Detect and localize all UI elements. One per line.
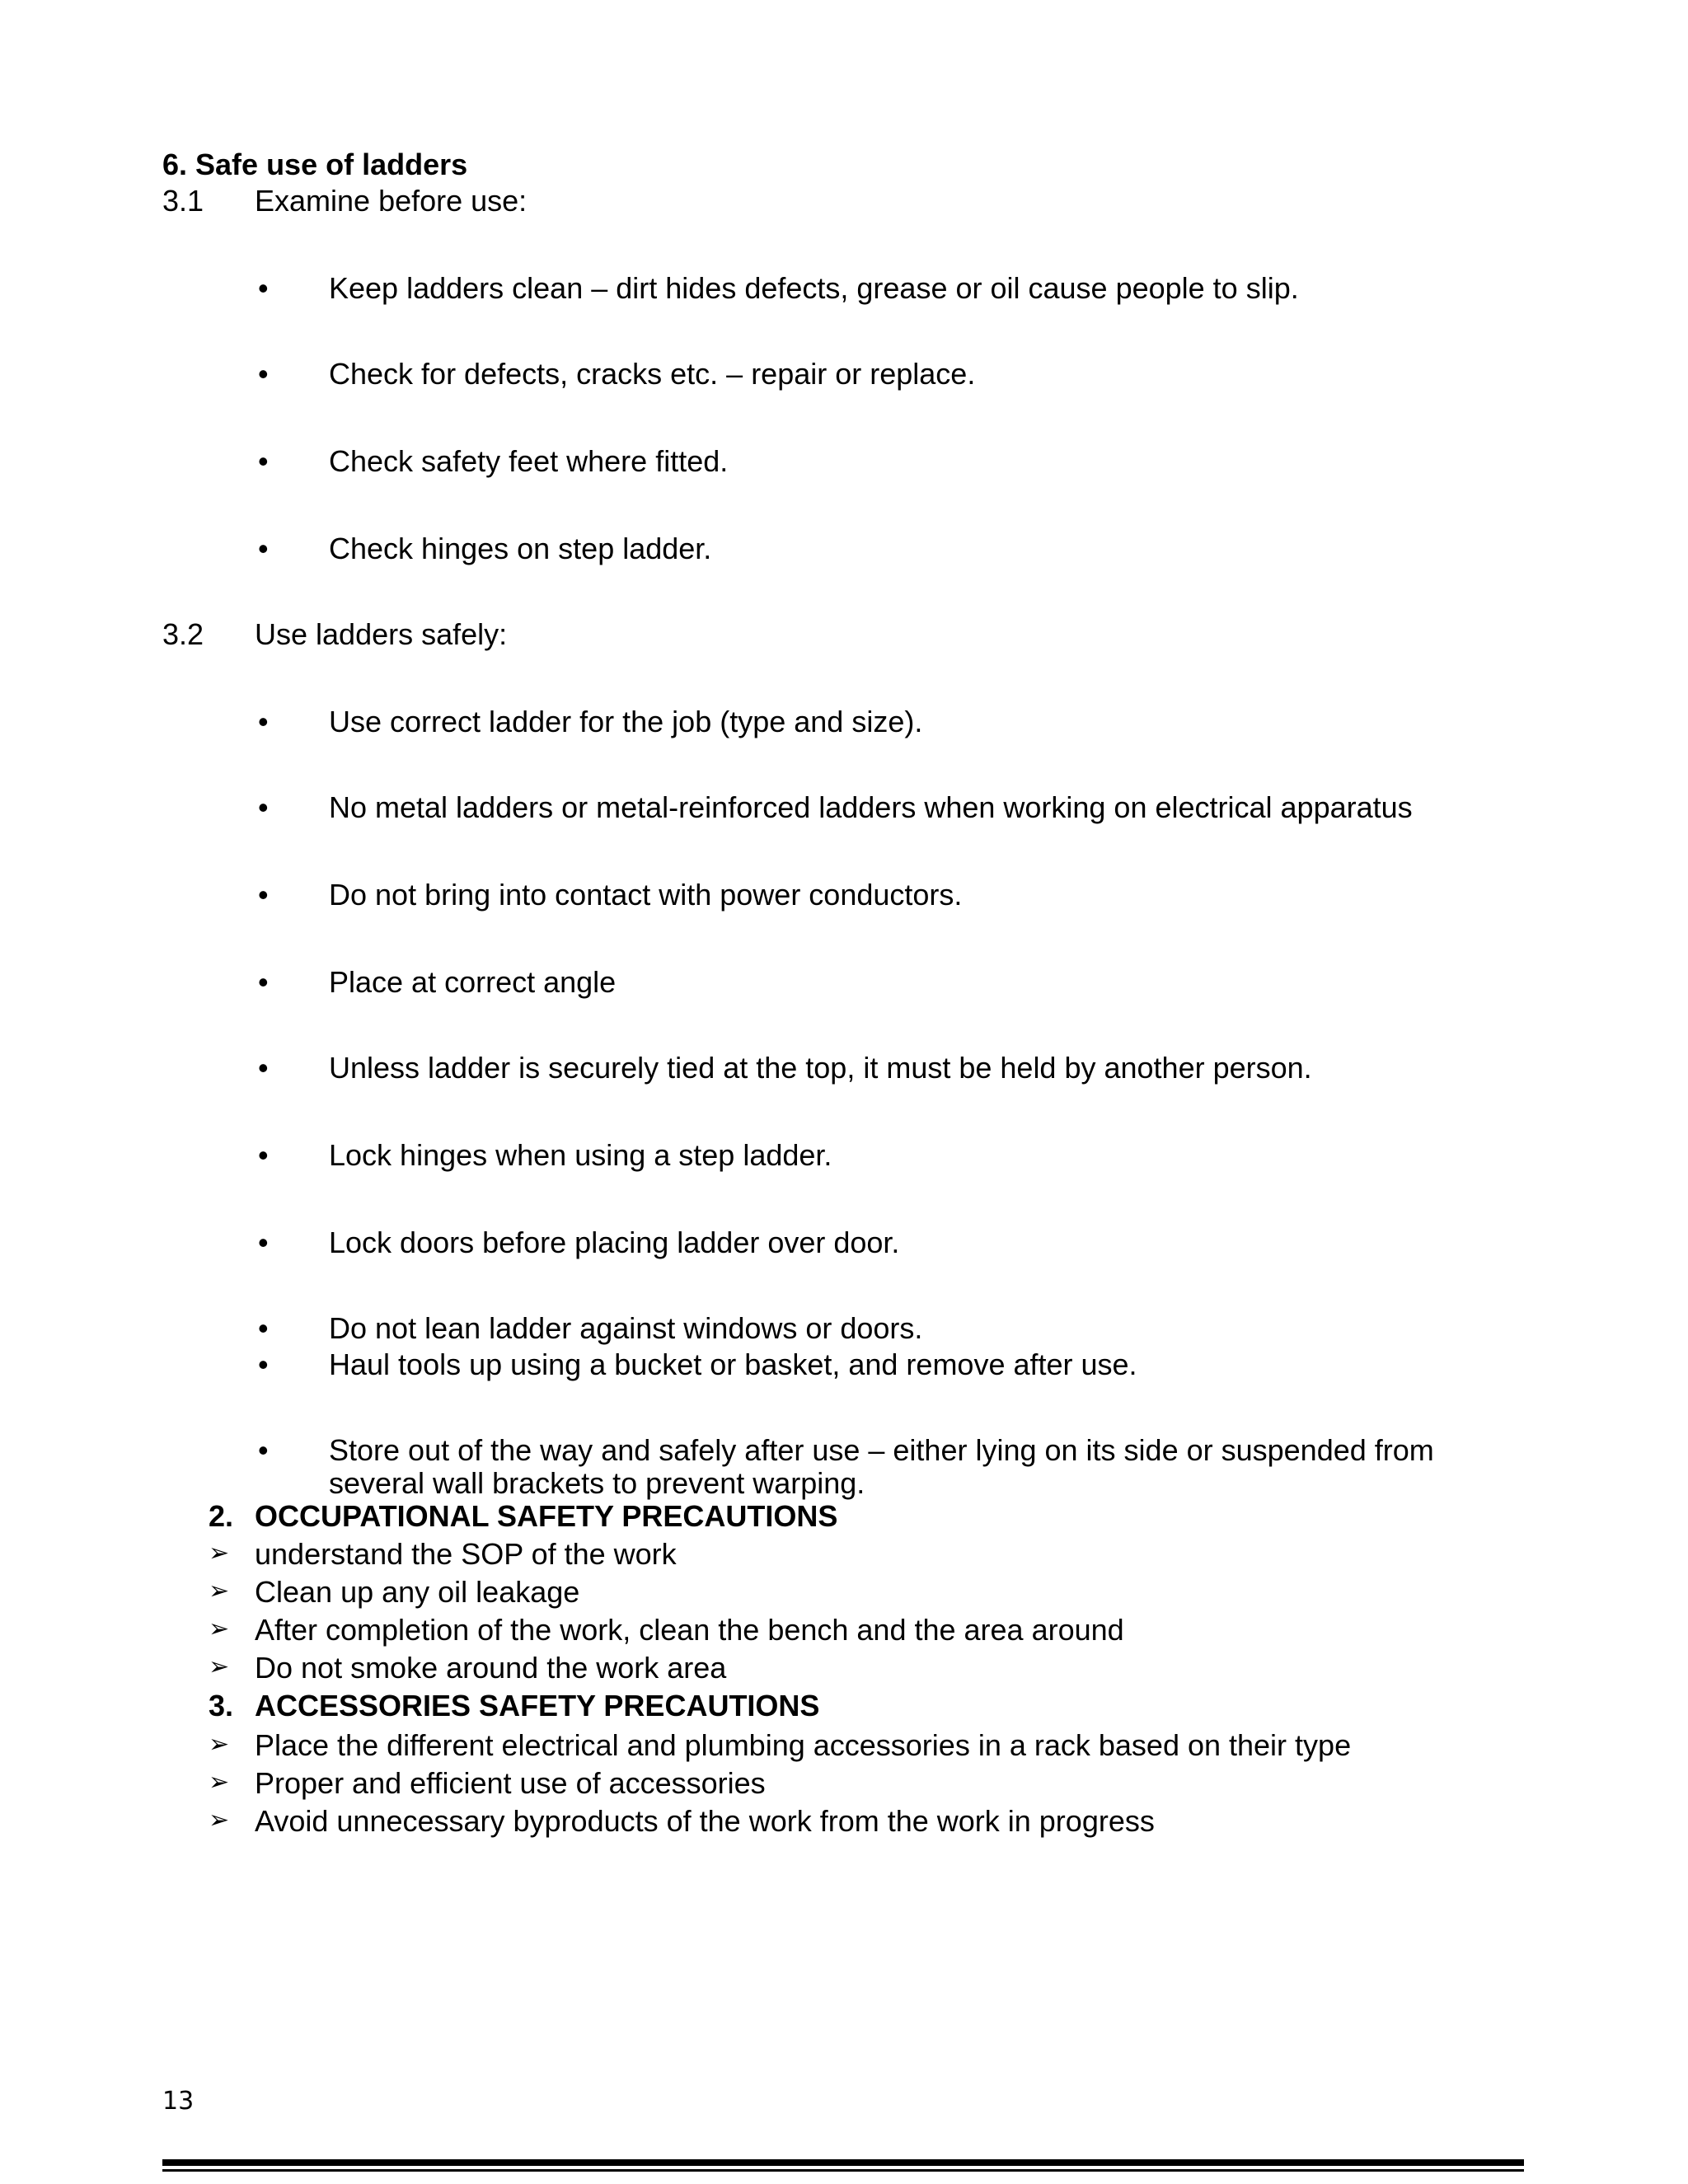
list-item: Keep ladders clean – dirt hides defects, grease or oil cause people to slip. bbox=[329, 271, 1299, 305]
bullet-icon: • bbox=[258, 878, 269, 912]
list-item: Place the different electrical and plumbing accessories in a rack based on their type bbox=[255, 1728, 1352, 1762]
bullet-icon: • bbox=[258, 1433, 269, 1467]
page-number: 13 bbox=[162, 2087, 195, 2116]
arrow-bullet-icon: ➢ bbox=[209, 1731, 230, 1758]
list-item: Avoid unnecessary byproducts of the work from the work in progress bbox=[255, 1804, 1155, 1838]
list-item: Unless ladder is securely tied at the top, it must be held by another person. bbox=[329, 1051, 1312, 1085]
list-item: Place at correct angle bbox=[329, 965, 617, 999]
list-item: Use correct ladder for the job (type and size). bbox=[329, 705, 923, 738]
bullet-icon: • bbox=[258, 532, 269, 565]
subsection-title: Examine before use: bbox=[255, 184, 528, 218]
list-item: Clean up any oil leakage bbox=[255, 1575, 580, 1609]
list-item-continuation: several wall brackets to prevent warping. bbox=[329, 1466, 865, 1500]
arrow-bullet-icon: ➢ bbox=[209, 1540, 230, 1567]
arrow-bullet-icon: ➢ bbox=[209, 1807, 230, 1834]
subsection-number: 3.2 bbox=[162, 617, 204, 651]
bullet-icon: • bbox=[258, 271, 269, 305]
footer-rule bbox=[162, 2159, 1524, 2166]
arrow-bullet-icon: ➢ bbox=[209, 1769, 230, 1796]
footer-rule-thin bbox=[162, 2169, 1524, 2172]
section-number: 3. bbox=[209, 1689, 234, 1722]
section-heading: OCCUPATIONAL SAFETY PRECAUTIONS bbox=[255, 1499, 838, 1533]
bullet-icon: • bbox=[258, 357, 269, 391]
list-item: Lock doors before placing ladder over door. bbox=[329, 1226, 900, 1259]
list-item: Proper and efficient use of accessories bbox=[255, 1766, 766, 1800]
subsection-number: 3.1 bbox=[162, 184, 204, 218]
bullet-icon: • bbox=[258, 965, 269, 999]
bullet-icon: • bbox=[258, 790, 269, 824]
bullet-icon: • bbox=[258, 444, 269, 478]
list-item: Check hinges on step ladder. bbox=[329, 532, 712, 565]
list-item: Haul tools up using a bucket or basket, and remove after use. bbox=[329, 1347, 1137, 1381]
arrow-bullet-icon: ➢ bbox=[209, 1653, 230, 1680]
list-item: understand the SOP of the work bbox=[255, 1537, 677, 1571]
arrow-bullet-icon: ➢ bbox=[209, 1615, 230, 1643]
list-item: No metal ladders or metal-reinforced ladders when working on electrical apparatus bbox=[329, 790, 1413, 824]
bullet-icon: • bbox=[258, 1311, 269, 1345]
bullet-icon: • bbox=[258, 1051, 269, 1085]
list-item: After completion of the work, clean the bench and the area around bbox=[255, 1613, 1124, 1647]
bullet-icon: • bbox=[258, 1138, 269, 1172]
section-heading: ACCESSORIES SAFETY PRECAUTIONS bbox=[255, 1689, 820, 1722]
list-item: Store out of the way and safely after use – either lying on its side or suspended from bbox=[329, 1433, 1434, 1467]
bullet-icon: • bbox=[258, 1226, 269, 1259]
list-item: Do not smoke around the work area bbox=[255, 1651, 727, 1685]
bullet-icon: • bbox=[258, 1347, 269, 1381]
subsection-title: Use ladders safely: bbox=[255, 617, 508, 651]
bullet-icon: • bbox=[258, 705, 269, 738]
arrow-bullet-icon: ➢ bbox=[209, 1577, 230, 1605]
list-item: Do not bring into contact with power conductors. bbox=[329, 878, 963, 912]
list-item: Check for defects, cracks etc. – repair or replace. bbox=[329, 357, 976, 391]
list-item: Check safety feet where fitted. bbox=[329, 444, 729, 478]
section-number: 2. bbox=[209, 1499, 234, 1533]
list-item: Lock hinges when using a step ladder. bbox=[329, 1138, 832, 1172]
section-heading: 6. Safe use of ladders bbox=[162, 148, 468, 181]
list-item: Do not lean ladder against windows or doors. bbox=[329, 1311, 923, 1345]
